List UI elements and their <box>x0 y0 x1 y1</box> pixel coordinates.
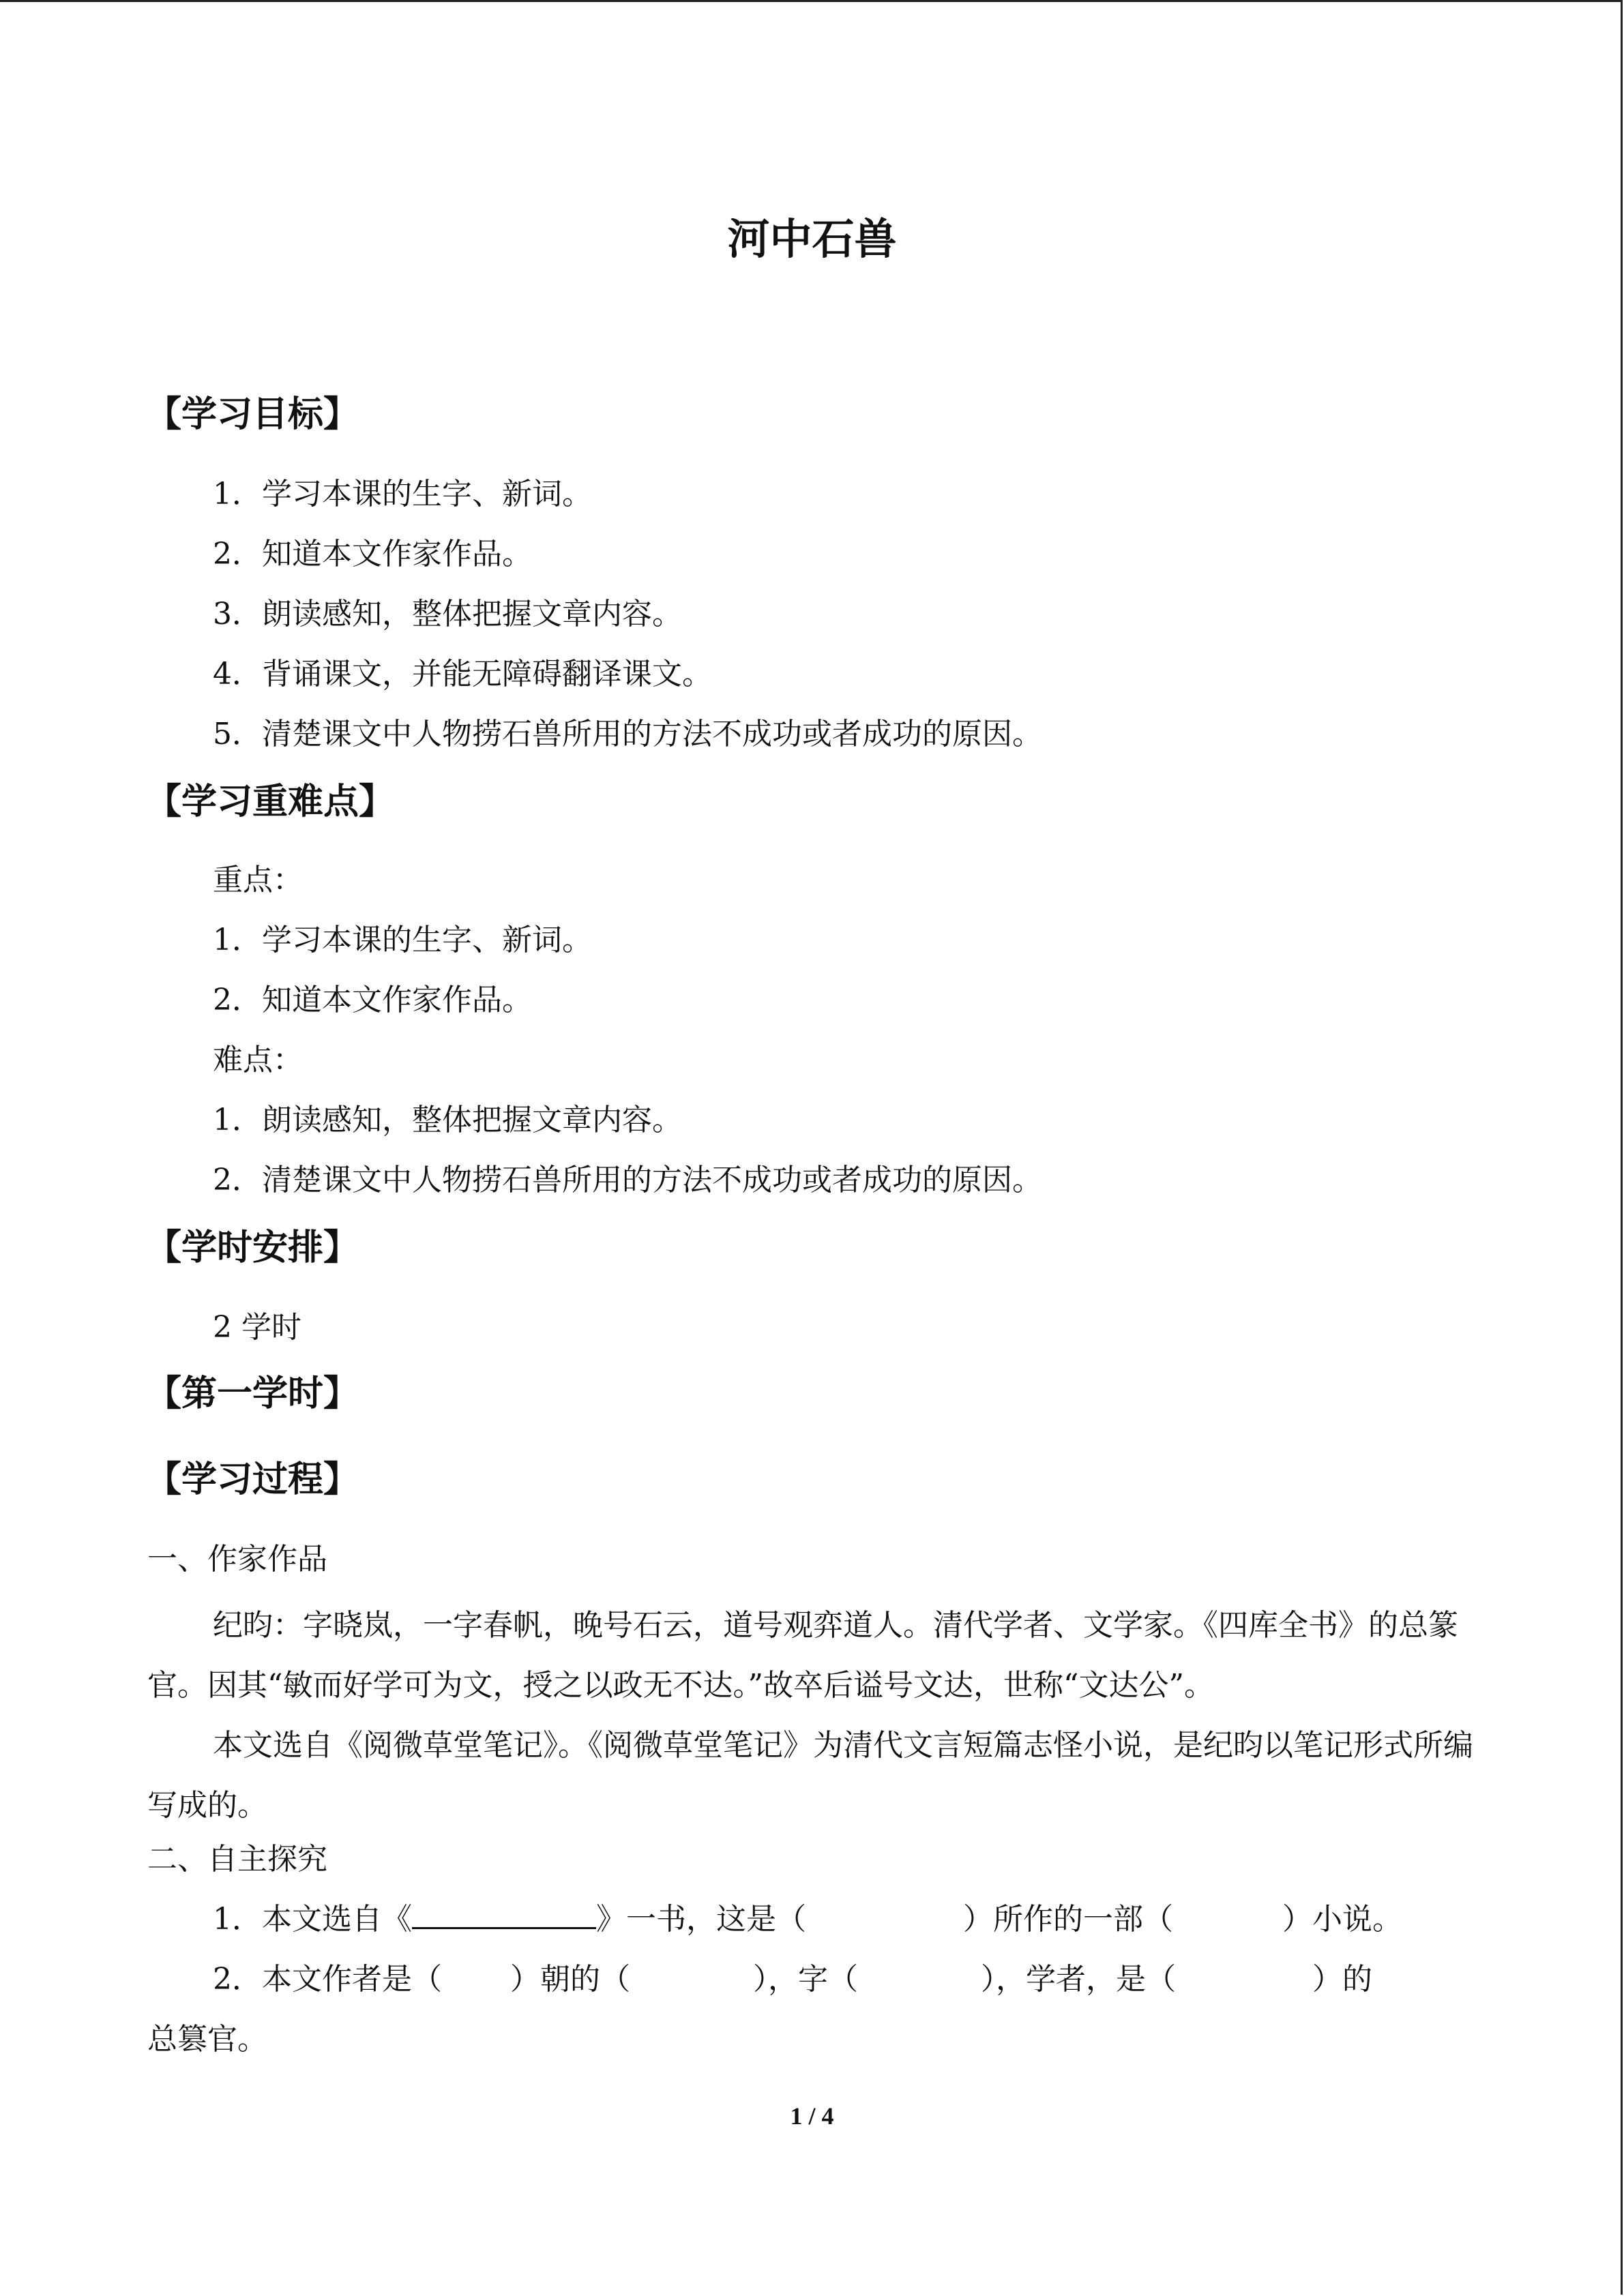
question-1-text-a: 1．本文选自《 <box>213 1902 412 1937</box>
question-2-text-c: ），字（ <box>753 1962 858 1997</box>
source-paragraph: 本文选自《阅微草堂笔记》。《阅微草堂笔记》为清代文言短篇志怪小说，是纪昀以笔记形式所编写成的。 <box>147 1728 1473 1823</box>
page-number: 1 / 4 <box>790 2102 834 2130</box>
key-points-label: 重点： <box>213 863 303 897</box>
question-1-blank-book[interactable] <box>412 1896 596 1929</box>
key-point-item: 1．学习本课的生字、新词。 <box>213 923 592 957</box>
goal-item: 4．背诵课文，并能无障碍翻译课文。 <box>213 657 712 691</box>
part1-title: 一、作家作品 <box>147 1542 327 1577</box>
question-2-text-b: ）朝的（ <box>510 1962 630 1997</box>
key-point-item: 2．知道本文作家作品。 <box>213 983 532 1017</box>
heading-learning-process: 【学习过程】 <box>146 1459 359 1500</box>
schedule-text: 2 学时 <box>213 1310 301 1345</box>
goal-item: 2．知道本文作家作品。 <box>213 537 532 571</box>
goal-item: 5．清楚课文中人物捞石兽所用的方法不成功或者成功的原因。 <box>213 717 1042 751</box>
difficult-point-item: 1．朗读感知，整体把握文章内容。 <box>213 1103 682 1137</box>
heading-learning-goals: 【学习目标】 <box>146 394 359 435</box>
heading-schedule: 【学时安排】 <box>146 1227 359 1268</box>
question-2-continuation: 总篡官。 <box>147 2022 267 2057</box>
question-1-text-b: 》一书，这是（ <box>596 1902 806 1937</box>
author-paragraph: 纪昀：字晓岚，一字春帆，晚号石云，道号观弈道人。清代学者、文学家。《四库全书》的总篆官。因其“敏而好学可为文，授之以政无不达。”故卒后谥号文达，世称“文达公”。 <box>147 1608 1458 1703</box>
difficult-points-label: 难点： <box>213 1043 303 1077</box>
question-1 <box>213 1896 1402 1943</box>
question-2-text-d: ），学者，是（ <box>981 1962 1176 1997</box>
heading-key-difficult-points: 【学习重难点】 <box>146 781 395 822</box>
question-1-text-c: ）所作的一部（ <box>963 1902 1173 1937</box>
question-2-text-a: 2．本文作者是（ <box>213 1962 442 1997</box>
part2-title: 二、自主探究 <box>147 1842 327 1877</box>
goal-item: 1．学习本课的生字、新词。 <box>213 477 592 511</box>
difficult-point-item: 2．清楚课文中人物捞石兽所用的方法不成功或者成功的原因。 <box>213 1163 1042 1197</box>
question-1-text-d: ）小说。 <box>1282 1902 1402 1937</box>
question-2 <box>213 1956 1372 2003</box>
document-title: 河中石兽 <box>727 214 897 264</box>
question-2-text-e: ）的 <box>1312 1962 1372 1997</box>
heading-first-period: 【第一学时】 <box>146 1373 359 1414</box>
goal-item: 3．朗读感知，整体把握文章内容。 <box>213 597 682 631</box>
